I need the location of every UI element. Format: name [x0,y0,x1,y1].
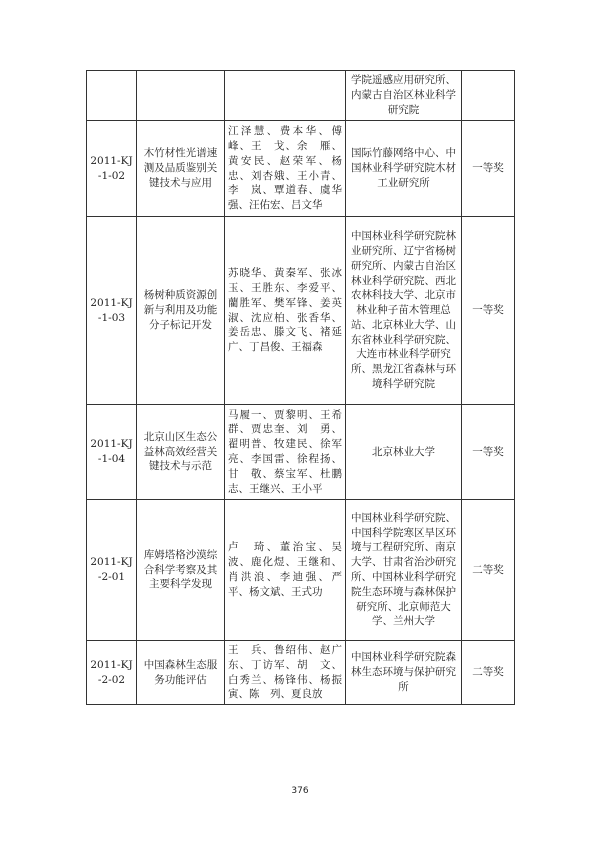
project-id-line2: -1-04 [97,453,126,465]
project-id-line2: -1-02 [97,169,126,182]
project-id-line1: 2011-KJ [90,556,133,569]
people-cell: 苏晓华、黄秦军、张冰玉、王胜东、李爱平、藺胜军、樊军锋、姜英淑、沈应柏、张香华、姜岳忠、滕文飞、褚延广、丁昌俊、王福森 [225,217,346,405]
table-row [87,641,515,705]
project-id-cell [87,71,137,121]
table-row [87,71,515,121]
org-cell: 中国林业科学研究院、中国科学院寒区旱区环境与工程研究所、南京大学、甘肃省治沙研究所、中国林业科学研究院生态环境与森林保护研究所、北京师范大学、兰州大学 [346,500,462,641]
project-name-cell: 中国森林生态服务功能评估 [137,641,225,705]
grade-cell: 一等奖 [462,121,515,217]
project-name-cell: 北京山区生态公益林高效经营关键技术与示范 [137,405,225,500]
org-cell: 国际竹藤网络中心、中国林业科学研究院木材工业研究所 [346,121,462,217]
org-cell: 北京林业大学 [346,405,462,500]
grade-cell: 二等奖 [462,500,515,641]
project-id-cell [87,405,137,500]
org-cell: 中国林业科学研究院森林生态环境与保护研究所 [346,641,462,705]
people-cell: 卢 琦、董治宝、吴波、鹿化煜、王继和、肖洪浪、李迪强、严平、杨文斌、王式功 [225,500,346,641]
project-id-line2: -2-01 [97,571,126,583]
project-name-cell: 木竹材性光谱速测及品质鉴别关键技术与应用 [137,121,225,217]
project-id-cell [87,121,137,217]
page-number: 376 [291,786,309,796]
project-id-line1: 2011-KJ [90,154,133,167]
project-id-line2: -1-03 [97,311,126,324]
org-cell: 中国林业科学研究院林业研究所、辽宁省杨树研究所、内蒙古自治区林业科学研究院、西北农林科技大学、北京市林业种子苗木管理总站、北京林业大学、山东省林业科学研究院、大连市林业科学研究所、黑龙江省森林与环境科学研究院 [346,217,462,405]
project-id-cell [87,500,137,641]
table-row [87,405,515,500]
grade-cell: 二等奖 [462,641,515,705]
table-row [87,217,515,405]
grade-cell: 一等奖 [462,405,515,500]
people-cell: 江泽慧、费本华、傅峰、王 戈、余 雁、黄安民、赵荣军、杨忠、刘杏娥、王小青、李 岚、覃道春、虞华强、汪佑宏、吕文华 [225,121,346,217]
project-id-cell [87,217,137,405]
project-id-line1: 2011-KJ [90,438,133,451]
project-id-line1: 2011-KJ [90,658,133,671]
project-name-cell: 库姆塔格沙漠综合科学考察及其主要科学发现 [137,500,225,641]
org-cell: 学院遥感应用研究所、内蒙古自治区林业科学研究院 [346,71,462,121]
grade-cell [462,71,515,121]
awards-table [86,70,515,705]
people-cell [225,71,346,121]
project-id-cell [87,641,137,705]
people-cell: 王 兵、鲁绍伟、赵广东、丁访军、胡 文、白秀兰、杨锋伟、杨振寅、陈 列、夏良放 [225,641,346,705]
project-id-line1: 2011-KJ [90,296,133,309]
project-name-cell [137,71,225,121]
grade-cell: 一等奖 [462,217,515,405]
table-row [87,121,515,217]
people-cell: 马履一、贾黎明、王希群、贾忠奎、刘 勇、翟明普、牧建民、徐军亮、李国雷、徐程扬、甘 敬、蔡宝军、杜鹏志、王继兴、王小平 [225,405,346,500]
table-row [87,500,515,641]
project-id-line2: -2-02 [97,673,126,686]
project-name-cell: 杨树种质资源创新与利用及功能分子标记开发 [137,217,225,405]
